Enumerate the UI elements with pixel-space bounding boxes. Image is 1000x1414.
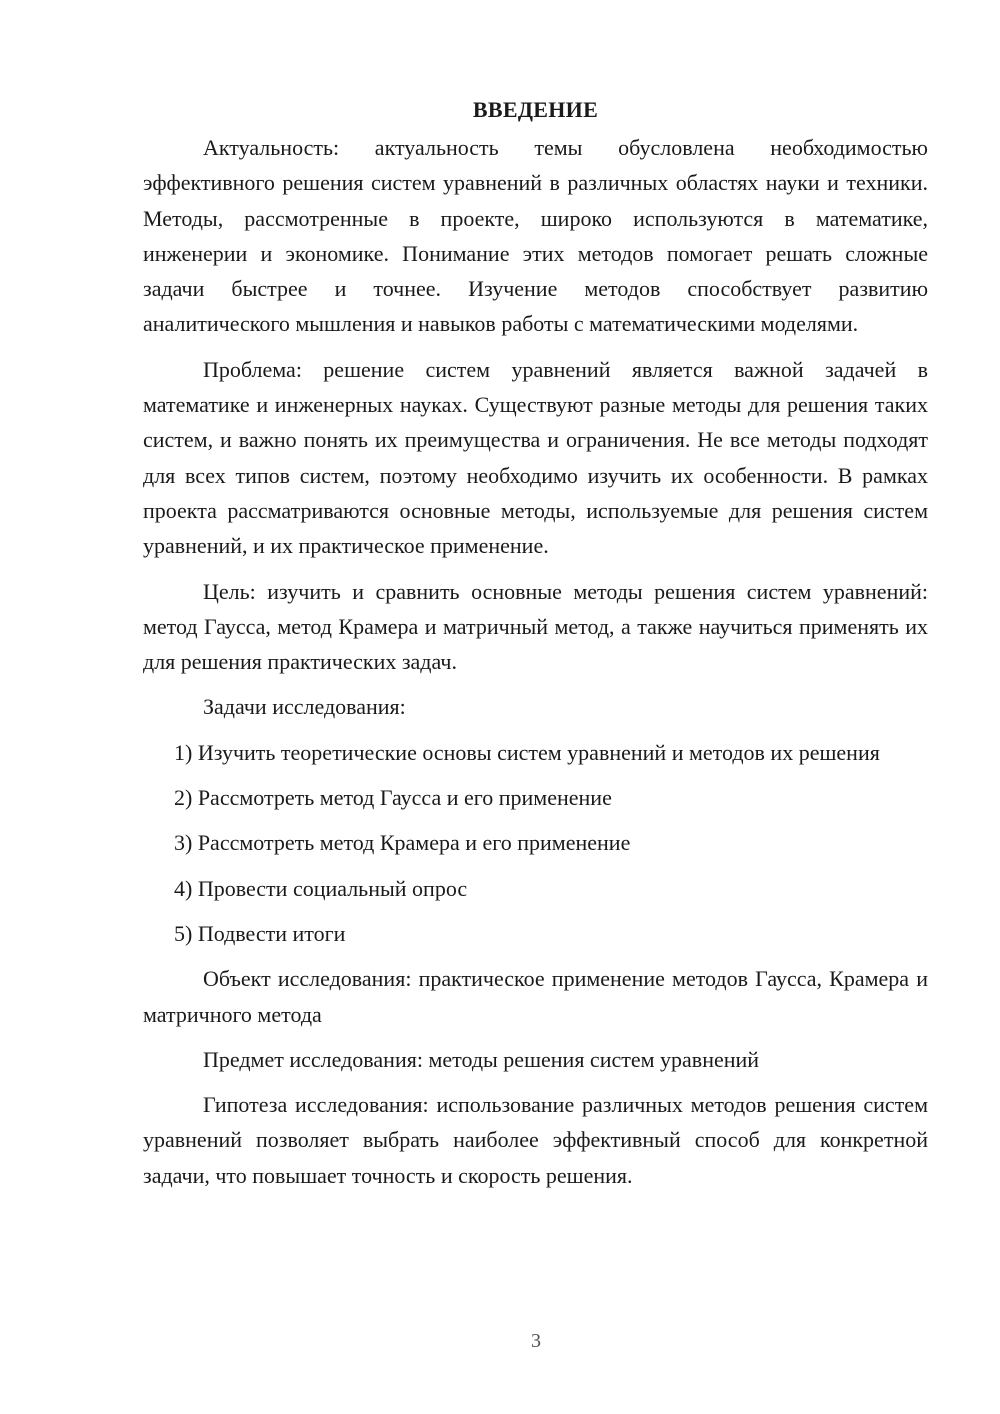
object-paragraph: Объект исследования: практическое применение методов Гаусса, Крамера и матричного метода <box>143 966 928 1027</box>
goal-paragraph: Цель: изучить и сравнить основные методы решения систем уравнений: метод Гаусса, метод Крамера и матричный метод, а также научиться применять их для решения практических задач. <box>143 578 928 675</box>
problem-paragraph: Проблема: решение систем уравнений является важной задачей в математике и инженерных науках. Существуют разные методы для решения таких систем, и важно понять их преимущества и ограничения. Не все методы подходят для всех типов систем, поэтому необходимо изучить их особенности. В рамках проекта рассматриваются основные методы, используемые для решения систем уравнений, и их практическое применение. <box>143 356 928 559</box>
list-item: 2) Рассмотреть метод Гаусса и его применение <box>174 785 612 811</box>
document-page <box>143 92 928 1203</box>
relevance-paragraph: Актуальность: актуальность темы обусловлена необходимостью эффективного решения систем уравнений в различных областях науки и техники. Методы, рассмотренные в проекте, широко используются в математике, инженерии и экономике. Понимание этих методов помогает решать сложные задачи быстрее и точнее. Изучение методов способствует развитию аналитического мышления и навыков работы с математическими моделями. <box>143 135 928 337</box>
page-number: 3 <box>531 1330 541 1352</box>
subject-paragraph: Предмет исследования: методы решения систем уравнений <box>203 1046 760 1072</box>
list-item: 3) Рассмотреть метод Крамера и его применение <box>174 830 631 856</box>
page-title: ВВЕДЕНИЕ <box>472 97 599 122</box>
tasks-list <box>143 735 928 951</box>
hypothesis-paragraph: Гипотеза исследования: использование различных методов решения систем уравнений позволяет выбрать наиболее эффективный способ для конкретной задачи, что повышает точность и скорость решения. <box>143 1092 928 1188</box>
list-item: 4) Провести социальный опрос <box>174 875 468 901</box>
list-item: 1) Изучить теоретические основы систем уравнений и методов их решения <box>174 739 880 765</box>
list-item: 5) Подвести итоги <box>174 920 346 946</box>
tasks-heading: Задачи исследования: <box>203 694 406 720</box>
